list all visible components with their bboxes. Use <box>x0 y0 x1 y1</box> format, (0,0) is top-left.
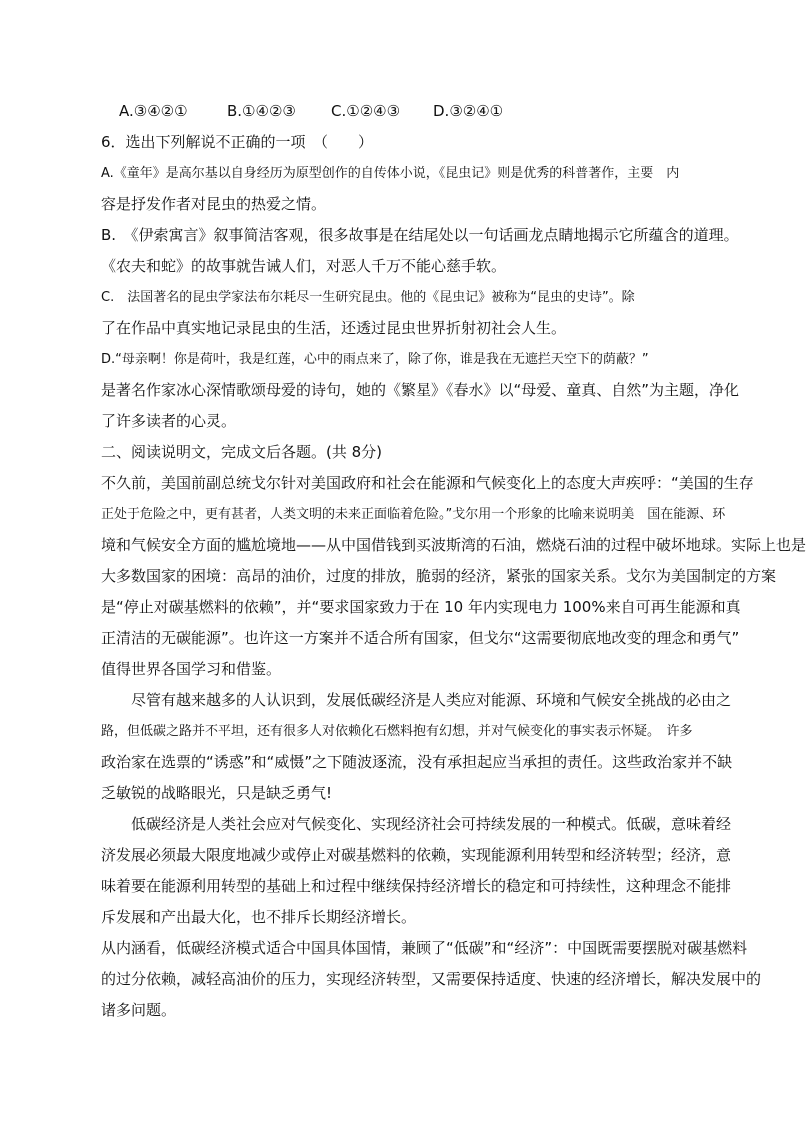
q5-option-c: C.①②④③ <box>331 102 401 120</box>
paragraph-line: 的过分依赖，减轻高油价的压力，实现经济转型，又需要保持适度、快速的经济增长，解决发展中的 <box>101 970 762 988</box>
paragraph-4 <box>101 933 762 1026</box>
paragraph-1 <box>101 468 806 685</box>
paragraph-line: 低碳经济是人类社会应对气候变化、实现经济社会可持续发展的一种模式。低碳，意味着经 <box>131 815 732 833</box>
q6-option-c-line2: 了在作品中真实地记录昆虫的生活，还透过昆虫世界折射初社会人生。 <box>101 319 567 337</box>
paragraph-line: 是“停止对碳基燃料的依赖”，并“要求国家致力于在 10 年内实现电力 100%来自可再生能源和真 <box>101 598 741 616</box>
paragraph-line: 值得世界各国学习和借鉴。 <box>101 660 282 678</box>
paragraph-line: 大多数国家的困境：高昂的油价，过度的排放，脆弱的经济，紧张的国家关系。戈尔为美国制定的方案 <box>101 567 777 585</box>
paragraph-line: 不久前，美国前副总统戈尔针对美国政府和社会在能源和气候变化上的态度大声疾呼：“美国的生存 <box>101 474 754 492</box>
section-2-title: 二、阅读说明文，完成文后各题。(共 8分) <box>101 443 383 461</box>
paragraph-line: 从内涵看，低碳经济模式适合中国具体国情，兼顾了“低碳”和“经济”：中国既需要摆脱对碳基燃料 <box>101 939 748 957</box>
paragraph-line: 味着要在能源利用转型的基础上和过程中继续保持经济增长的稳定和可持续性，这种理念不能排 <box>101 877 732 895</box>
q5-option-a: A.③④②① <box>119 102 188 120</box>
paragraph-2 <box>101 685 733 809</box>
paragraph-3 <box>101 809 732 933</box>
paragraph-line: 济发展必须最大限度地减少或停止对碳基燃料的依赖，实现能源利用转型和经济转型；经济，意 <box>101 846 732 864</box>
q5-option-d: D.③②④① <box>433 102 504 120</box>
paragraph-line: 乏敏锐的战略眼光，只是缺乏勇气! <box>101 784 333 802</box>
paragraph-line: 尽管有越来越多的人认识到，发展低碳经济是人类应对能源、环境和气候安全挑战的必由之 <box>131 691 732 709</box>
paragraph-line: 正处于危险之中，更有甚者，人类文明的未来正面临着危险。”戈尔用一个形象的比喻来说明美 国在能源、环 <box>101 507 726 522</box>
q6-option-b-line1: B. 《伊索寓言》叙事简洁客观，很多故事是在结尾处以一句话画龙点睛地揭示它所蕴含的道理。 <box>101 226 739 244</box>
q6-option-a-line1: A.《童年》是高尔基以自身经历为原型创作的自传体小说，《昆虫记》则是优秀的科普著作，主要 内 <box>101 166 680 181</box>
q6-option-a-line2: 容是抒发作者对昆虫的热爱之情。 <box>101 195 327 213</box>
paragraph-line: 正清洁的无碳能源”。也许这一方案并不适合所有国家，但戈尔“这需要彻底地改变的理念和勇气” <box>101 629 740 647</box>
q6-option-d-line1: D.“母亲啊！你是荷叶，我是红莲，心中的雨点来了，除了你，谁是我在无遮拦天空下的荫蔽？” <box>101 352 649 367</box>
paragraph-line: 政治家在选票的“诱惑”和“威慑”之下随波逐流，没有承担起应当承担的责任。这些政治家并不缺 <box>101 753 733 771</box>
q6-option-d-line3: 了许多读者的心灵。 <box>101 412 237 430</box>
q5-options <box>101 96 699 127</box>
paragraph-line: 斥发展和产出最大化，也不排斥长期经济增长。 <box>101 908 417 926</box>
q6-option-c-line1: C. 法国著名的昆虫学家法布尔耗尽一生研究昆虫。他的《昆虫记》被称为“昆虫的史诗”。除 <box>101 290 635 305</box>
q6-option-b-line2: 《农夫和蛇》的故事就告诫人们，对恶人千万不能心慈手软。 <box>101 257 507 275</box>
q6-option-d-line2: 是著名作家冰心深情歌颂母爱的诗句，她的《繁星》《春水》以“母爱、童真、自然”为主题，净化 <box>101 381 740 399</box>
q5-option-b: B.①④②③ <box>227 102 296 120</box>
document-content <box>101 96 806 1026</box>
paragraph-line: 境和气候安全方面的尴尬境地——从中国借钱到买波斯湾的石油，燃烧石油的过程中破坏地球。实际上也是 <box>101 536 806 554</box>
q6-stem: 6．选出下列解说不正确的一项 （ ） <box>101 133 374 151</box>
paragraph-line: 诸多问题。 <box>101 1001 177 1019</box>
paragraph-line: 路，但低碳之路并不平坦，还有很多人对依赖化石燃料抱有幻想，并对气候变化的事实表示怀疑。 许多 <box>101 724 693 739</box>
